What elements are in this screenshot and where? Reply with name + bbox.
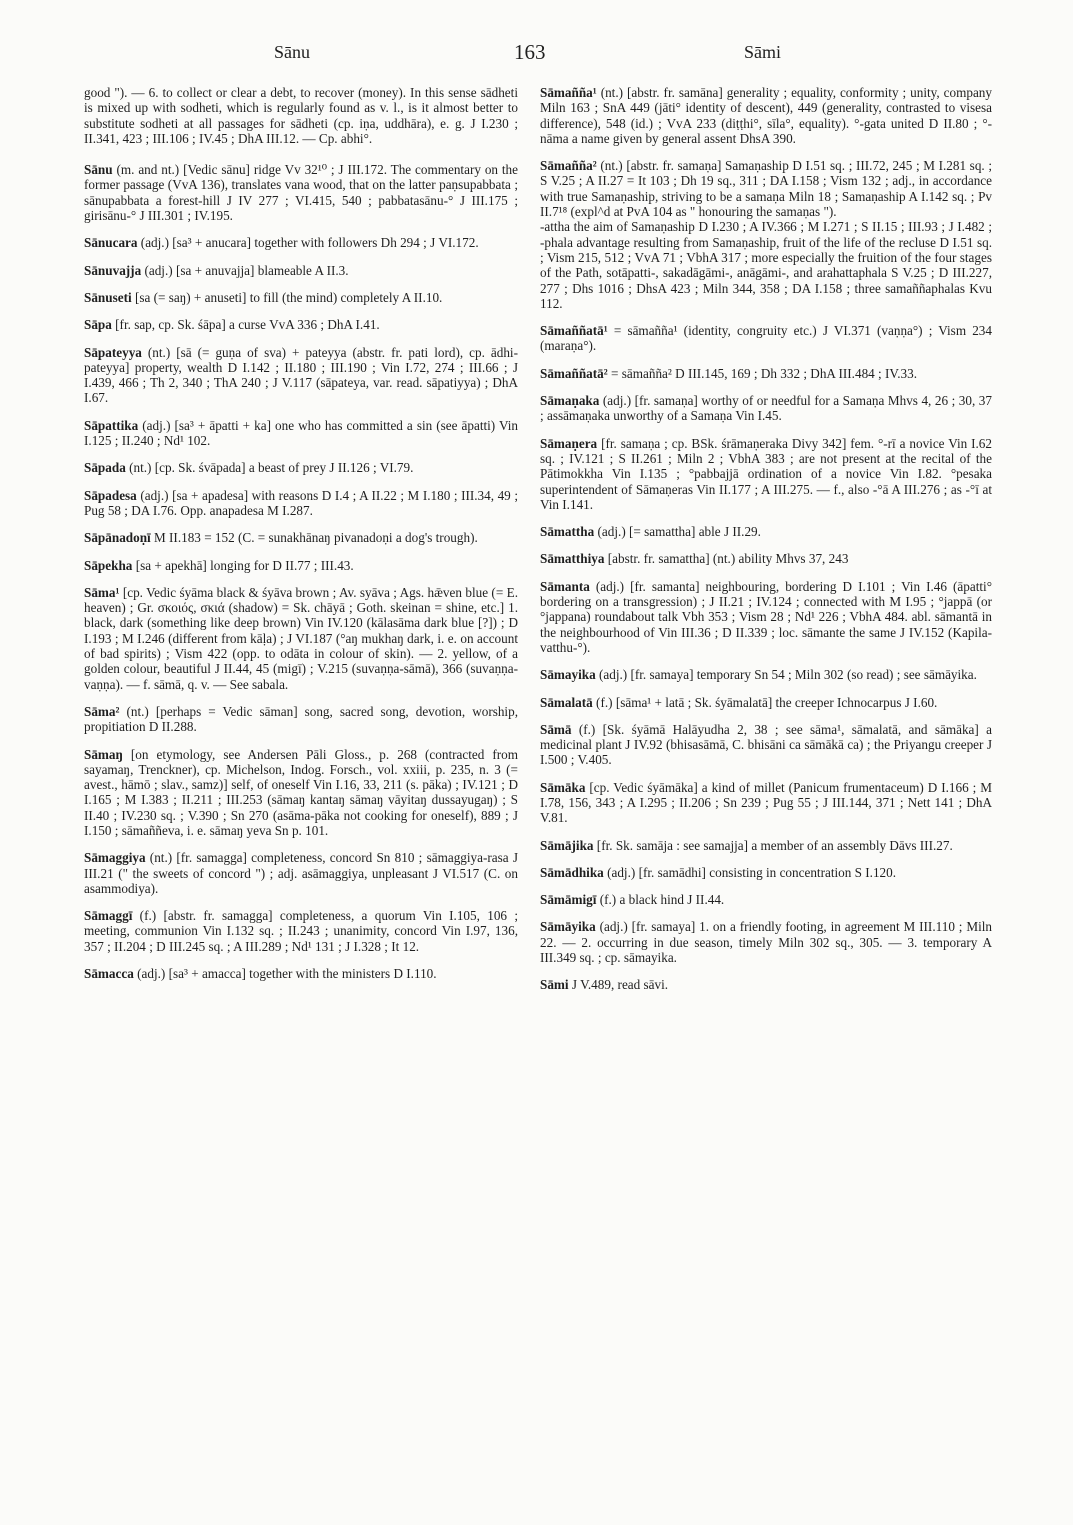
dictionary-entry	[84, 585, 518, 692]
headword: Sāmattha	[540, 524, 595, 540]
headword: Sāmaggiya	[84, 850, 146, 866]
entry-body: [sa (= saŋ) + anuseti] to fill (the mind) completely A II.10.	[131, 289, 443, 305]
entry-body: (adj.) [fr. samaṇa] worthy of or needful for a Samaṇa Mhvs 4, 26 ; 30, 37 ; assāmaṇaka unworthy of a Samaṇa Vin I.45.	[540, 393, 992, 424]
entry-body: (nt.) [cp. Sk. śvāpada] a beast of prey J II.126 ; VI.79.	[125, 460, 414, 476]
dictionary-entry	[84, 558, 518, 573]
entry-body: (nt.) [sā (= guṇa of sva) + pateyya (abstr. fr. pati lord), cp. ādhi-pateyya] property, wealth D I.142 ; II.180 ; III.190 ; Vin I.72, 274 ; III.66 ; J I.439, 466 ; Th 2, 340 ; ThA 240 ; J V.117 (sāpateya, var. read. sāpatiyya) ; DhA I.67.	[84, 344, 518, 406]
entry-body: [fr. sap, cp. Sk. śāpa] a curse VvA 336 ; DhA I.41.	[111, 317, 380, 333]
entry-body: J V.489, read sāvi.	[568, 977, 669, 993]
dictionary-entry	[84, 908, 518, 954]
dictionary-entry	[84, 263, 518, 278]
dictionary-entry	[84, 966, 518, 981]
headword: Sānu	[84, 162, 113, 178]
entry-body: [on etymology, see Andersen Pāli Gloss., p. 268 (contracted from sayamaŋ, Trenckner), cp. Michelson, Indog. Forsch., vol. xxiii, p. 235, n. 3 (= avest., hāmō ; slav., samz)] self, of oneself Vin I.16, 33, 211 (s. pāka) ; IV.121 ; D I.165 ; M I.383 ; II.211 ; III.253 (sāmaŋ kantaŋ sāmaŋ vāyitaŋ dussayugaŋ) ; S II.40 ; IV.230 sq. ; V.390 ; Sn 270 (asāma-pāka not cooking for oneself), 889 ; J I.150 ; sāmaññeva, i. e. sāmaŋ yeva Sn p. 101.	[84, 746, 518, 838]
entry-body: (adj.) [sa³ + anucara] together with followers Dh 294 ; J VI.172.	[137, 235, 479, 251]
headword: Sāmaññatā¹	[540, 323, 608, 339]
headword: Sānucara	[84, 235, 138, 251]
dictionary-entry	[540, 838, 992, 853]
dictionary-entry	[84, 418, 518, 449]
dictionary-entry	[540, 722, 992, 768]
entry-body: (nt.) [abstr. fr. samaṇa] Samaṇaship D I.51 sq. ; III.72, 245 ; M I.281 sq. ; S V.25 ; A II.27 = It 103 ; Dh 19 sq., 311 ; DA I.158 ; Vism 132 ; adj., in accordance with true Samaṇaship, striving to be a samaṇa Miln 18 ; Samaṇaship A I.142 sq. ; Pv II.7¹⁸ (expl^d at PvA 104 as " honouring the samaṇas "). -attha the aim of Samaṇaship D I.230 ; A IV.366 ; M I.271 ; S II.15 ; III.93 ; J I.482 ; -phala advantage resulting from Samaṇaship, fruit of the life of the recluse D I.51 sq. ; Vism 215, 512 ; VvA 71 ; VbhA 317 ; more especially the fruition of the four stages of the Path, sotāpatti-, sakadāgāmi-, anāgāmi-, and arahattaphala S V.25 ; D III.227, 277 ; Dhs 1016 ; DhsA 423 ; Miln 344, 358 ; DA I.158 ; three samaññaphalas Kvu 112.	[540, 158, 992, 311]
headword: Sāmā	[540, 721, 572, 737]
dictionary-entry	[540, 892, 992, 907]
dictionary-entry	[540, 919, 992, 965]
entry-body: [cp. Vedic śyāma black & śyāva brown ; Av. syāva ; Ags. hǣven blue (= E. heaven) ; Gr. σκοιός, σκιά (shadow) = Sk. chāyā ; Goth. skeinan = shine, etc.] 1. black, dark (something like deep brown) Vin IV.120 (kālasāma dark blue [?]) ; D I.193 ; M I.246 (different from kāḷa) ; J VI.187 (°aŋ mukhaŋ dark, i. e. on account of bad spirits) ; Vism 422 (opp. to odāta in colour of skin). — 2. yellow, of a golden colour, beautiful J II.44, 45 (migī) ; V.215 (suvaṇṇa-sāmā), 366 (suvaṇṇa-vaṇṇa). — f. sāmā, q. v. — See sabala.	[84, 584, 518, 692]
headword: Sāma²	[84, 703, 120, 719]
dictionary-entry	[540, 977, 992, 992]
dictionary-entry	[540, 85, 992, 146]
headword: Sāpattika	[84, 417, 139, 433]
headword: Sāmalatā	[540, 694, 593, 710]
headword: Sāmāyika	[540, 919, 596, 935]
headword: Sāmañña²	[540, 158, 597, 174]
entry-body: (adj.) [= samattha] able J II.29.	[594, 524, 761, 540]
headword: Sāpa	[84, 317, 112, 333]
dictionary-entry	[84, 488, 518, 519]
headword: Sāmaggī	[84, 908, 133, 924]
dictionary-entry	[84, 530, 518, 545]
entry-body: (adj.) [fr. samādhi] consisting in concentration S I.120.	[603, 864, 897, 880]
entry-body: (adj.) [fr. samanta] neighbouring, bordering D I.101 ; Vin I.46 (āpatti° bordering on a transgression) ; J II.21 ; IV.124 ; connected with M I.95 ; °jappā (or °jappana) roundabout talk Vbh 353 ; Vism 28 ; Nd¹ 226 ; VbhA 484. abl. sāmantā in the neighbourhood of Vin III.36 ; D II.339 ; loc. sāmante the same J IV.152 (Kapila-vatthu-°).	[540, 578, 992, 655]
running-head-left: Sānu	[274, 42, 310, 62]
headword: Sāmi	[540, 977, 569, 993]
headword: Sānuseti	[84, 289, 132, 305]
headword: Sāmañña¹	[540, 85, 597, 100]
entry-body: (nt.) [perhaps = Vedic sāman] song, sacred song, devotion, worship, propitiation D II.288.	[84, 703, 518, 735]
headword: Sāpānadoṇī	[84, 530, 151, 546]
dictionary-entry	[540, 158, 992, 311]
dictionary-entry	[84, 460, 518, 475]
entry-body: (nt.) [abstr. fr. samāna] generality ; equality, conformity ; unity, company Miln 163 ; SnA 449 (jāti° identity of descent), 449 (generality, contrasted to visesa difference), 548 (id.) ; VvA 233 (diṭṭhi°, sīla°, equality). °-gata united D II.80 ; °-nāma a name given by general assent DhsA 390.	[540, 85, 992, 146]
dictionary-entry	[84, 162, 518, 223]
entry-body: = sāmañña¹ (identity, congruity etc.) J VI.371 (vaṇṇa°) ; Vism 234 (maraṇa°).	[540, 323, 992, 354]
headword: Sāmaṇera	[540, 435, 598, 451]
dictionary-entry	[540, 579, 992, 655]
headword: Sāma¹	[84, 584, 120, 600]
dictionary-entry	[84, 317, 518, 332]
entry-body: (m. and nt.) [Vedic sānu] ridge Vv 32¹⁰ ; J III.172. The commentary on the former passage (VvA 136), translates vana wood, that on the latter paṇsupabbata ; sānupabbata a forest-hill J IV 277 ; VI.415, 540 ; pabbatasānu-° J III.175 ; girisānu-° J III.301 ; IV.195.	[84, 162, 518, 224]
headword: Sāmādhika	[540, 864, 604, 880]
headword: Sāmāmigī	[540, 892, 597, 908]
headword: Sāpada	[84, 460, 126, 476]
entry-body: (f.) [Sk. śyāmā Halāyudha 2, 38 ; see sāma¹, sāmalatā, and sāmāka] a medicinal plant J IV.92 (bhisasāmā, C. bhisāni ca sāmākā ca) ; the Priyangu creeper J I.500 ; V.405.	[540, 721, 992, 768]
headword: Sāpateyya	[84, 344, 142, 360]
dictionary-entry	[84, 850, 518, 896]
entry-body: M II.183 = 152 (C. = sunakhānaŋ pivanadoṇi a dog's trough).	[150, 530, 478, 546]
dictionary-entry	[84, 704, 518, 735]
right-column	[540, 85, 992, 1005]
entry-body: [abstr. fr. samattha] (nt.) ability Mhvs 37, 243	[604, 551, 849, 567]
headword: Sāpadesa	[84, 487, 137, 503]
dictionary-entry	[540, 865, 992, 880]
entry-body: [fr. Sk. samāja : see samajja] a member of an assembly Dāvs III.27.	[593, 837, 953, 853]
dictionary-entry	[540, 393, 992, 424]
headword: Sāmanta	[540, 578, 590, 594]
entry-body: (adj.) [fr. samaya] temporary Sn 54 ; Miln 302 (so read) ; see sāmāyika.	[595, 667, 977, 683]
entry-body: (adj.) [fr. samaya] 1. on a friendly footing, in agreement M III.110 ; Miln 22. — 2. occurring in due season, timely Miln 302 sq., 305. — 3. temporary A III.349 sq. ; cp. sāmayika.	[540, 919, 992, 966]
headword: Sāmaṇaka	[540, 393, 600, 409]
entry-body: (adj.) [sa³ + amacca] together with the ministers D I.110.	[133, 966, 437, 982]
entry-continuation	[84, 85, 518, 146]
dictionary-entry	[540, 323, 992, 354]
entry-body: (f.) [sāma¹ + latā ; Sk. śyāmalatā] the creeper Ichnocarpus J I.60.	[592, 694, 938, 710]
entry-body: (adj.) [sa + apadesa] with reasons D I.4 ; A II.22 ; M I.180 ; III.34, 49 ; Pug 58 ; DA I.76. Opp. anapadesa M I.287.	[84, 487, 518, 518]
dictionary-entry	[84, 747, 518, 839]
dictionary-entry	[540, 366, 992, 381]
entry-body: (f.) a black hind J II.44.	[596, 892, 725, 908]
headword: Sāpekha	[84, 557, 133, 573]
entry-body: (f.) [abstr. fr. samagga] completeness, a quorum Vin I.105, 106 ; meeting, communion Vin I.132 sq. ; II.243 ; unanimity, concord Vin I.97, 136, 357 ; II.204 ; D III.245 sq. ; A III.289 ; Nd¹ 131 ; J I.328 ; It 12.	[84, 908, 518, 954]
running-head-right: Sāmi	[744, 42, 782, 62]
dictionary-entry	[540, 780, 992, 826]
dictionary-entry	[84, 290, 518, 305]
headword: Sāmacca	[84, 966, 134, 982]
entry-body: [sa + apekhā] longing for D II.77 ; III.43.	[132, 557, 354, 573]
entry-body: [cp. Vedic śyāmāka] a kind of millet (Panicum frumentaceum) D I.166 ; M I.78, 156, 343 ; A I.295 ; II.206 ; Sn 239 ; Pug 55 ; J III.144, 371 ; Nett 141 ; DhA V.81.	[540, 779, 992, 826]
headword: Sāmāka	[540, 779, 586, 795]
headword: Sāmaññatā²	[540, 365, 608, 381]
page-number: 163	[514, 40, 546, 64]
headword: Sāmatthiya	[540, 551, 605, 567]
headword: Sāmaŋ	[84, 746, 123, 762]
headword: Sāmājika	[540, 837, 594, 853]
entry-body: (adj.) [sa³ + āpatti + ka] one who has committed a sin (see āpatti) Vin I.125 ; II.240 ; Nd¹ 102.	[84, 417, 518, 449]
entry-body: (adj.) [sa + anuvajja] blameable A II.3.	[141, 262, 349, 278]
entry-body: good "). — 6. to collect or clear a debt, to recover (money). In this sense sādheti is mixed up with sodheti, which is regularly found as v. l., is it almost better to substitute sodheti at all passages for sādheti (cp. iṇa, uddhāra), e. g. J I.230 ; II.341, 423 ; III.106 ; IV.45 ; DhA III.12. — Cp. abhi°.	[84, 85, 518, 146]
entry-body: = sāmañña² D III.145, 169 ; Dh 332 ; DhA III.484 ; IV.33.	[607, 365, 918, 381]
dictionary-entry	[540, 551, 992, 566]
page-header	[84, 38, 998, 68]
dictionary-entry	[540, 436, 992, 512]
headword: Sānuvajja	[84, 262, 142, 278]
entry-body: (nt.) [fr. samagga] completeness, concord Sn 810 ; sāmaggiya-rasa J III.21 (" the sweets of concord ") ; adj. asāmaggiya, unpleasant J VI.517 (C. on asammodiya).	[84, 850, 518, 896]
dictionary-entry	[84, 235, 518, 250]
dictionary-entry	[84, 345, 518, 406]
left-column	[84, 85, 518, 993]
dictionary-entry	[540, 667, 992, 682]
headword: Sāmayika	[540, 667, 596, 683]
entry-body: [fr. samaṇa ; cp. BSk. śrāmaṇeraka Divy 342] fem. °-rī a novice Vin I.62 sq. ; IV.121 ; S II.261 ; Miln 2 ; VbhA 383 ; are not present at the recital of the Pātimokkha Vin I.135 ; °pabbajjā ordination of a novice Vin I.82. °pesaka superintendent of Sāmaṇeras Vin II.177 ; A III.275. — f., also -°ā A III.276 ; as -°ī at Vin I.141.	[540, 435, 992, 512]
dictionary-entry	[540, 524, 992, 539]
dictionary-entry	[540, 695, 992, 710]
